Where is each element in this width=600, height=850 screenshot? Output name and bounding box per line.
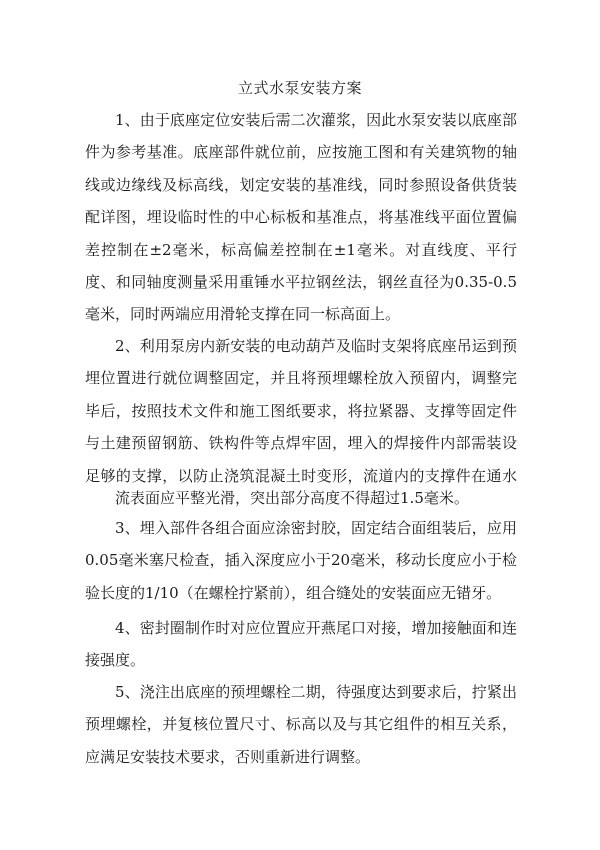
paragraph-2: 2、利用泵房内新安装的电动葫芦及临时支架将底座吊运到预埋位置进行就位调整固定，并且将预埋螺栓放入预留内，调整完毕后，按照技术文件和施工图纸要求，将拉紧器、支撑等固定件与土建预留钢筋、铁构件等点焊牢固，埋入的焊接件内部需装设足够的支撑，以防止浇筑混凝土时变形，流道内的支撑件在通水 [85,337,517,485]
paragraph-4: 4、密封圈制作时对应位置应开燕尾口对接，增加接触面和连接强度。 [85,619,517,670]
paragraph-2-continuation: 流表面应平整光滑，突出部分高度不得超过1.5毫米。 [115,489,469,507]
document-title: 立式水泵安装方案 [237,79,362,97]
paragraph-5: 5、浇注出底座的预埋螺栓二期，待强度达到要求后，拧紧出预埋螺栓，并复核位置尺寸、标高以及与其它组件的相互关系，应满足安装技术要求，否则重新进行调整。 [85,683,517,766]
paragraph-3: 3、埋入部件各组合面应涂密封胶，固定结合面组装后，应用0.05毫米塞尺检查，插入深度应小于20毫米，移动长度应小于检验长度的1/10（在螺栓拧紧前），组合缝处的安装面应无错牙。 [85,519,517,602]
paragraph-1: 1、由于底座定位安装后需二次灌浆，因此水泵安装以底座部件为参考基准。底座部件就位前，应按施工图和有关建筑物的轴线或边缘线及标高线，划定安装的基准线，同时参照设备供货装配详图，埋设临时性的中心标板和基准点，将基准线平面位置偏差控制在±2毫米，标高偏差控制在±1毫米。对直线度、平行度、和同轴度测量采用重锤水平拉钢丝法，钢丝直径为0.35-0.5毫米，同时两端应用滑轮支撑在同一标高面上。 [85,111,517,324]
